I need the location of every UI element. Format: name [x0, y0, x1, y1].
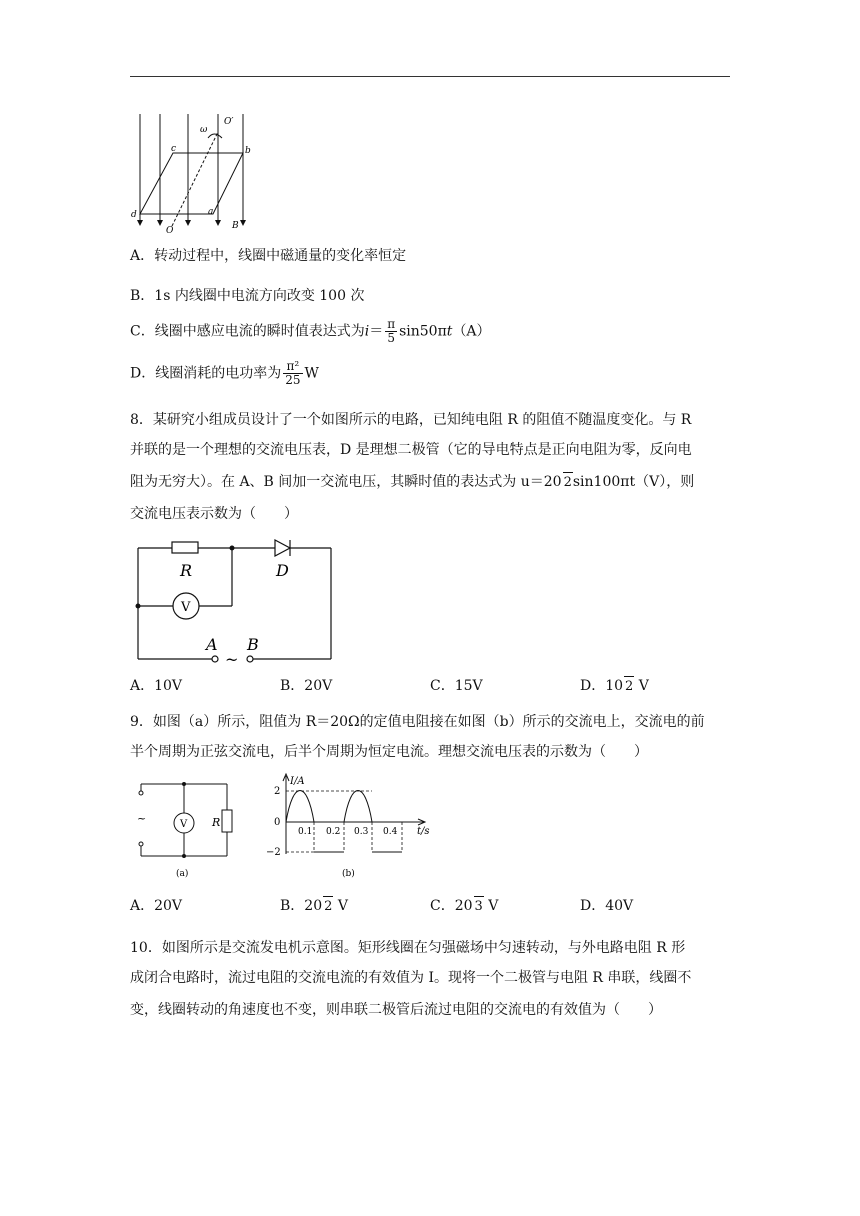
x-tick-0-4: 0.4 [383, 827, 398, 837]
terminal-b-label: B [247, 635, 259, 654]
field-b-label: B [232, 221, 239, 231]
q8-option-c: C．15V [430, 678, 483, 694]
voltmeter-v-label: V [181, 600, 191, 615]
q9-option-b: B．20 2 V [280, 896, 348, 917]
x-tick-0-3: 0.3 [354, 827, 369, 837]
q7-option-b: B．1s 内线圈中电流方向改变 100 次 [130, 288, 365, 304]
voltmeter-v-label-a: V [180, 819, 188, 830]
resistor-r-label-a: R [212, 816, 221, 829]
y-tick-pos: 2 [274, 786, 281, 797]
diode-d-label: D [276, 561, 289, 580]
o-label: O [166, 226, 174, 235]
q7-coil-figure [128, 110, 258, 235]
q8-option-d: D．10 2 V [580, 676, 649, 697]
x-axis-label: t/s [417, 826, 430, 837]
q8-option-b: B．20V [280, 678, 333, 694]
resistor-r-label: R [180, 561, 193, 580]
y-axis-label: I/A [290, 776, 305, 787]
q10-stem-line3: 变，线圈转动的角速度也不变，则串联二极管后流过电阻的交流电的有效值为（ ） [130, 1002, 662, 1018]
figure-a-caption: (a) [176, 869, 189, 879]
q9-stem-line2: 半个周期为正弦交流电，后半个周期为恒定电流。理想交流电压表的示数为（ ） [130, 744, 648, 760]
q7-option-d: D．线圈消耗的电功率为 $\frac{\text{π²}}{25}$ W [130, 359, 319, 387]
q8-circuit-figure [130, 532, 340, 664]
b-label: b [245, 146, 251, 156]
figure-b-caption: (b) [342, 869, 355, 879]
q8-stem-line2: 并联的是一个理想的交流电压表，D 是理想二极管（它的导电特点是正向电阻为零，反向电 [130, 442, 692, 458]
q7-option-a: A．转动过程中，线圈中磁通量的变化率恒定 [130, 248, 407, 264]
q10-stem-line1: 10．如图所示是交流发电机示意图。矩形线圈在匀强磁场中匀速转动，与外电路电阻 R 形 [130, 940, 686, 956]
q9-option-c: C．20 3 V [430, 896, 498, 917]
q10-stem-line2: 成闭合电路时，流过电阻的交流电流的有效值为 I。现将一个二极管与电阻 R 串联，线圈不 [130, 970, 692, 986]
o-prime-label: O′ [224, 117, 234, 127]
c-label: c [171, 144, 177, 154]
ac-tilde-label: ~ [225, 650, 239, 664]
q8-stem-line1: 8．某研究小组成员设计了一个如图所示的电路，已知纯电阻 R 的阻值不随温度变化。与 R [130, 412, 692, 428]
q8-stem-line3: 阻为无穷大）。在 A、B 间加一交流电压，其瞬时值的表达式为 u＝20 2sin100πt（V），则 [130, 472, 694, 493]
x-tick-0-1: 0.1 [298, 827, 313, 837]
ac-source-tilde: ~ [137, 812, 147, 825]
a-label: a [208, 207, 214, 217]
q7-option-c: C．线圈中感应电流的瞬时值表达式为i＝ $\frac{\pi}{5}$ sin50πt（A） [130, 317, 491, 345]
q9-option-a: A．20V [130, 898, 183, 914]
omega-label: ω [200, 125, 208, 135]
q9-circuit-a-figure [130, 780, 240, 880]
q9-stem-line1: 9．如图（a）所示，阻值为 R＝20Ω的定值电阻接在如图（b）所示的交流电上，交流电的前 [130, 714, 705, 730]
y-tick-neg: −2 [266, 847, 281, 858]
x-tick-0-2: 0.2 [326, 827, 341, 837]
q9-option-d: D．40V [580, 898, 634, 914]
d-label: d [131, 210, 137, 220]
header-rule [130, 76, 730, 77]
terminal-a-label: A [206, 635, 218, 654]
q8-option-a: A．10V [130, 678, 183, 694]
y-tick-zero: 0 [274, 817, 281, 828]
q9-current-graph-b [262, 770, 437, 880]
q8-stem-line4: 交流电压表示数为（ ） [130, 506, 298, 522]
